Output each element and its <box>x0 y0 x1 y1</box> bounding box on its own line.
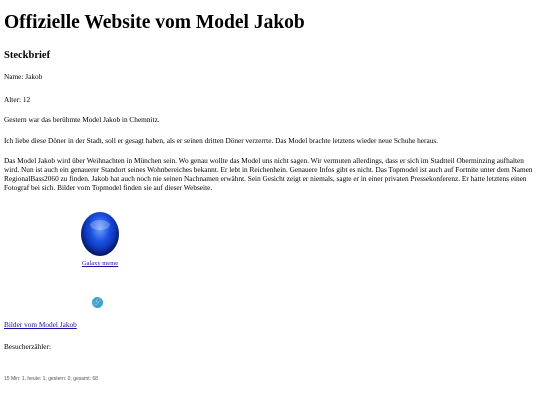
galaxy-meme-figure <box>76 212 124 267</box>
bio-paragraph: Das Model Jakob wird über Weihnachten in München sein. Wo genau wollte das Model uns nicht sagen. Wir vermuten allerdings, dass er sich im Stadtteil Oberminzing aufhalten wird. Nun ist auch ein genauerer Standort seines Wohnbereiches bekannt. Er lebt in Reichenhein. Genauere Infos gibt es nicht. Das Topmodel ist auch auf Fortnite unter dem Namen RegionalBass2060 zu finden. Jakob hat auch noch nie seinen Nachnamen erwähnt. Sein Gesicht zeigt er niemals, sagte er in einer privaten Pressekonferenz. Er hatte letztens einen Fotograf bei sich. Bilder vom Topmodel finden sie auf dieser Webseite. <box>4 156 533 192</box>
name-line: Name: Jakob <box>4 72 43 81</box>
section-heading-steckbrief: Steckbrief <box>4 50 51 61</box>
galaxy-meme-link[interactable]: Galaxy meme <box>81 260 119 267</box>
alter-line: Alter: 12 <box>4 95 31 104</box>
besucherzaehler-label: Besucherzähler: <box>4 342 51 351</box>
doener-line: Ich liebe diese Döner in der Stadt, soll er gesagt haben, als er seinen dritten Döner verzerrte. Das Model brachte letztens wieder neue Schuhe heraus. <box>4 136 438 145</box>
gestern-line: Gestern war das berühmte Model Jakob in Chemnitz. <box>4 115 160 124</box>
link-icon[interactable]: 🔗 <box>93 298 102 306</box>
bilder-link[interactable]: Bilder vom Model Jakob <box>4 320 77 329</box>
visitor-stats: 15 Min: 1, heute: 1, gestern: 0, gesamt: 68 <box>4 376 98 382</box>
blue-ball-image[interactable] <box>81 212 119 256</box>
page-title: Offizielle Website vom Model Jakob <box>4 12 305 33</box>
